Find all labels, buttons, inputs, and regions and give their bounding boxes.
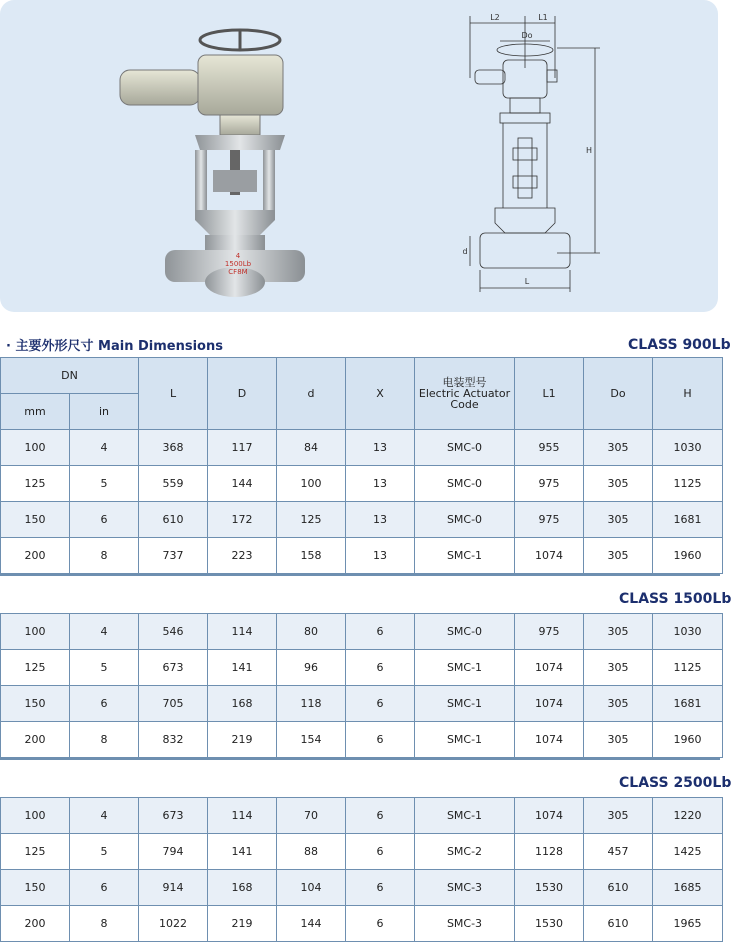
cell-d-upper: 168	[208, 686, 277, 722]
cell-d-lower: 154	[277, 722, 346, 758]
cell-actuator: SMC-0	[415, 614, 515, 650]
header-x: X	[346, 358, 415, 430]
header-d-lower: d	[277, 358, 346, 430]
table-row	[1, 722, 723, 758]
cell-d-lower: 80	[277, 614, 346, 650]
cell-dn-mm: 100	[1, 614, 70, 650]
class-title-1500: CLASS 1500Lb	[619, 591, 731, 607]
header-in: in	[70, 394, 139, 430]
cell-dn-in: 5	[70, 834, 139, 870]
cell-l1: 1074	[515, 650, 584, 686]
valve-photo	[110, 20, 310, 305]
cell-l: 673	[139, 650, 208, 686]
cell-actuator: SMC-1	[415, 686, 515, 722]
drawing-label-h: H	[585, 146, 593, 155]
cell-l1: 1074	[515, 798, 584, 834]
table-row	[1, 834, 723, 870]
cell-actuator: SMC-0	[415, 502, 515, 538]
cell-x: 13	[346, 430, 415, 466]
header-mm: mm	[1, 394, 70, 430]
marking-line3: CF8M	[228, 268, 248, 276]
cell-l1: 1074	[515, 722, 584, 758]
cell-actuator: SMC-0	[415, 466, 515, 502]
cell-do: 305	[584, 686, 653, 722]
cell-actuator: SMC-0	[415, 430, 515, 466]
heading-bullet: ·	[6, 339, 11, 354]
cell-dn-in: 4	[70, 430, 139, 466]
cell-h: 1125	[653, 466, 723, 502]
cell-actuator: SMC-3	[415, 906, 515, 942]
heading-cn: 主要外形尺寸	[15, 339, 94, 354]
table-row	[1, 538, 723, 574]
dimension-drawing	[455, 8, 615, 298]
cell-actuator: SMC-1	[415, 722, 515, 758]
header-h: H	[653, 358, 723, 430]
cell-l1: 955	[515, 430, 584, 466]
header-l: L	[139, 358, 208, 430]
cell-d-lower: 96	[277, 650, 346, 686]
header-actuator	[415, 358, 515, 430]
cell-do: 305	[584, 650, 653, 686]
header-do: Do	[584, 358, 653, 430]
table-row	[1, 686, 723, 722]
cell-d-lower: 88	[277, 834, 346, 870]
cell-l1: 1074	[515, 686, 584, 722]
header-actuator-cn: 电装型号	[442, 376, 487, 389]
cell-do: 610	[584, 870, 653, 906]
cell-d-upper: 144	[208, 466, 277, 502]
table-header	[0, 357, 723, 430]
cell-x: 6	[346, 870, 415, 906]
drawing-label-d: d	[462, 247, 468, 256]
header-actuator-en2: Code	[450, 398, 479, 411]
cell-dn-in: 6	[70, 502, 139, 538]
cell-l: 794	[139, 834, 208, 870]
cell-do: 610	[584, 906, 653, 942]
cell-dn-in: 5	[70, 466, 139, 502]
class-title-900: CLASS 900Lb	[628, 337, 731, 353]
cell-dn-in: 8	[70, 906, 139, 942]
cell-d-upper: 114	[208, 614, 277, 650]
cell-x: 13	[346, 538, 415, 574]
cell-x: 6	[346, 614, 415, 650]
cell-d-lower: 84	[277, 430, 346, 466]
cell-dn-in: 8	[70, 722, 139, 758]
table-row	[1, 502, 723, 538]
cell-dn-in: 8	[70, 538, 139, 574]
cell-x: 6	[346, 686, 415, 722]
cell-do: 305	[584, 538, 653, 574]
cell-dn-mm: 150	[1, 502, 70, 538]
table-row	[1, 798, 723, 834]
cell-l1: 975	[515, 614, 584, 650]
cell-l1: 1530	[515, 870, 584, 906]
table-row	[1, 870, 723, 906]
header-actuator-en1: Electric Actuator	[418, 387, 511, 400]
cell-l: 737	[139, 538, 208, 574]
cell-l1: 1530	[515, 906, 584, 942]
cell-dn-mm: 200	[1, 538, 70, 574]
cell-l: 673	[139, 798, 208, 834]
cell-x: 6	[346, 906, 415, 942]
cell-l: 1022	[139, 906, 208, 942]
cell-dn-mm: 200	[1, 906, 70, 942]
cell-l: 832	[139, 722, 208, 758]
cell-x: 6	[346, 798, 415, 834]
cell-h: 1030	[653, 430, 723, 466]
cell-d-upper: 223	[208, 538, 277, 574]
section-divider	[0, 758, 720, 760]
cell-l1: 975	[515, 466, 584, 502]
cell-d-upper: 141	[208, 650, 277, 686]
cell-dn-mm: 125	[1, 834, 70, 870]
cell-d-upper: 219	[208, 722, 277, 758]
cell-h: 1681	[653, 502, 723, 538]
cell-l: 368	[139, 430, 208, 466]
cell-d-lower: 118	[277, 686, 346, 722]
cell-d-upper: 172	[208, 502, 277, 538]
table-row	[1, 906, 723, 942]
cell-actuator: SMC-3	[415, 870, 515, 906]
heading-en: Main Dimensions	[98, 339, 223, 354]
cell-d-lower: 144	[277, 906, 346, 942]
cell-dn-mm: 150	[1, 870, 70, 906]
table-class-900	[0, 429, 723, 574]
cell-l: 546	[139, 614, 208, 650]
cell-x: 13	[346, 502, 415, 538]
cell-dn-in: 6	[70, 686, 139, 722]
cell-d-lower: 158	[277, 538, 346, 574]
table-class-2500	[0, 797, 723, 942]
cell-l1: 975	[515, 502, 584, 538]
cell-do: 305	[584, 614, 653, 650]
cell-x: 13	[346, 466, 415, 502]
cell-l1: 1128	[515, 834, 584, 870]
cell-d-lower: 70	[277, 798, 346, 834]
cell-dn-mm: 150	[1, 686, 70, 722]
cell-dn-in: 4	[70, 614, 139, 650]
drawing-label-l2: L2	[490, 13, 500, 22]
cell-h: 1960	[653, 722, 723, 758]
cell-h: 1681	[653, 686, 723, 722]
cell-h: 1965	[653, 906, 723, 942]
cell-d-lower: 104	[277, 870, 346, 906]
cell-dn-in: 6	[70, 870, 139, 906]
cell-d-lower: 100	[277, 466, 346, 502]
drawing-label-do: Do	[521, 31, 533, 40]
cell-h: 1685	[653, 870, 723, 906]
section-heading	[6, 335, 223, 354]
header-l1: L1	[515, 358, 584, 430]
cell-h: 1220	[653, 798, 723, 834]
cell-l1: 1074	[515, 538, 584, 574]
cell-x: 6	[346, 650, 415, 686]
cell-dn-mm: 125	[1, 466, 70, 502]
cell-l: 610	[139, 502, 208, 538]
section-divider	[0, 574, 720, 576]
table-row	[1, 650, 723, 686]
cell-dn-mm: 100	[1, 430, 70, 466]
cell-do: 305	[584, 502, 653, 538]
cell-l: 705	[139, 686, 208, 722]
cell-x: 6	[346, 722, 415, 758]
cell-h: 1425	[653, 834, 723, 870]
drawing-label-l1: L1	[538, 13, 548, 22]
header-dn: DN	[1, 358, 139, 394]
header-d-upper: D	[208, 358, 277, 430]
table-row	[1, 614, 723, 650]
table-row	[1, 430, 723, 466]
cell-actuator: SMC-1	[415, 650, 515, 686]
cell-d-lower: 125	[277, 502, 346, 538]
drawing-label-l: L	[524, 277, 530, 286]
cell-h: 1030	[653, 614, 723, 650]
cell-actuator: SMC-1	[415, 538, 515, 574]
marking-line1: 4	[235, 252, 241, 260]
cell-dn-mm: 100	[1, 798, 70, 834]
cell-d-upper: 168	[208, 870, 277, 906]
product-banner	[0, 0, 718, 312]
cell-l: 559	[139, 466, 208, 502]
cell-d-upper: 114	[208, 798, 277, 834]
cell-do: 305	[584, 722, 653, 758]
cell-do: 305	[584, 798, 653, 834]
cell-actuator: SMC-2	[415, 834, 515, 870]
cell-x: 6	[346, 834, 415, 870]
cell-h: 1960	[653, 538, 723, 574]
cell-l: 914	[139, 870, 208, 906]
table-class-1500	[0, 613, 723, 758]
cell-do: 457	[584, 834, 653, 870]
cell-h: 1125	[653, 650, 723, 686]
cell-dn-in: 4	[70, 798, 139, 834]
cell-d-upper: 219	[208, 906, 277, 942]
marking-line2: 1500Lb	[224, 260, 252, 268]
cell-dn-mm: 125	[1, 650, 70, 686]
cell-do: 305	[584, 430, 653, 466]
cell-do: 305	[584, 466, 653, 502]
cell-d-upper: 141	[208, 834, 277, 870]
table-row	[1, 466, 723, 502]
cell-dn-mm: 200	[1, 722, 70, 758]
class-title-2500: CLASS 2500Lb	[619, 775, 731, 791]
cell-dn-in: 5	[70, 650, 139, 686]
cell-d-upper: 117	[208, 430, 277, 466]
cell-actuator: SMC-1	[415, 798, 515, 834]
